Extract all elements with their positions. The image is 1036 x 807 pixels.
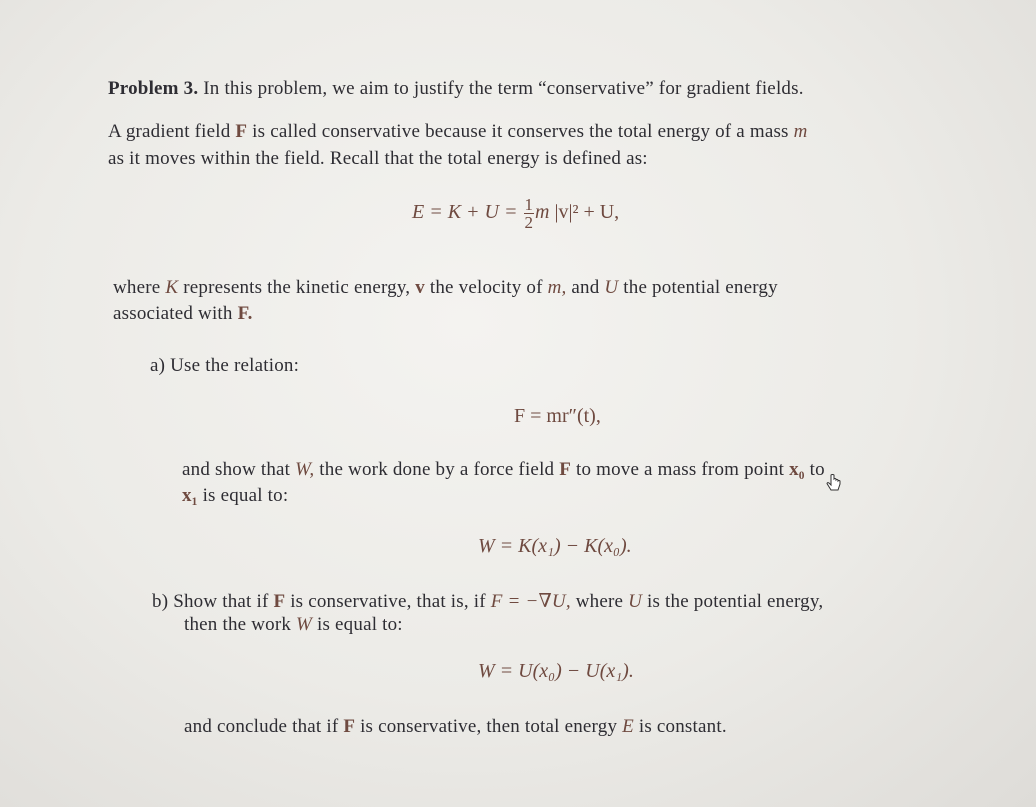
- math-F: F: [343, 716, 356, 737]
- work-equation-b: W = U(x₀) − U(x₁).: [478, 660, 634, 682]
- part-a-heading: [150, 355, 299, 377]
- text-segment: where: [575, 591, 624, 612]
- text-segment: A gradient field: [108, 121, 231, 142]
- math-F: F.: [237, 303, 253, 324]
- conclusion-line: [184, 716, 727, 738]
- para2-line2: [113, 303, 253, 325]
- text-segment: Use the relation:: [170, 355, 300, 376]
- math-x1: x₁: [182, 485, 198, 506]
- text-segment: is conservative, then total energy: [360, 716, 618, 737]
- math-K: K: [165, 277, 179, 298]
- part-a-line2: [182, 485, 288, 507]
- problem-heading: [108, 78, 804, 100]
- work-equation-a: W = K(x₁) − K(x₀).: [478, 535, 632, 557]
- math-m: m: [793, 121, 808, 142]
- text-segment: and conclude that if: [184, 716, 339, 737]
- text-segment: is constant.: [638, 716, 727, 737]
- math-U: U: [628, 591, 643, 612]
- text-segment: to: [809, 459, 825, 480]
- problem-label: Problem 3.: [108, 78, 199, 99]
- part-b-line2: [184, 614, 403, 636]
- part-a-line1: [182, 459, 825, 481]
- part-b-label: b): [152, 591, 169, 612]
- text-segment: where: [113, 277, 161, 298]
- para1-line2: [108, 148, 648, 170]
- math-E: E: [622, 716, 634, 737]
- one-half-fraction: [524, 196, 535, 231]
- text-segment: is conservative, that is, if: [290, 591, 486, 612]
- math-v: v: [415, 277, 425, 298]
- para2-line1: [113, 277, 778, 299]
- text-segment: associated with: [113, 303, 233, 324]
- work-potential-equation: [478, 660, 634, 683]
- math-m: m,: [547, 277, 567, 298]
- text-segment: the work done by a force field: [319, 459, 555, 480]
- gradient-relation: F = −∇U,: [490, 591, 571, 612]
- text-segment: as it moves within the field. Recall that the total energy is defined as:: [108, 148, 648, 169]
- math-F: F: [559, 459, 572, 480]
- text-segment: represents the kinetic energy,: [183, 277, 411, 298]
- relation-equation: F = mr″(t),: [514, 405, 601, 427]
- energy-equation: [412, 196, 619, 231]
- text-segment: and: [571, 277, 600, 298]
- energy-eq-rhs: |v|² + U,: [554, 201, 620, 224]
- text-segment: is called conservative because it conserves the total energy of a mass: [252, 121, 789, 142]
- text-segment: is the potential energy,: [647, 591, 824, 612]
- hand-pointer-icon: [826, 474, 842, 494]
- part-b-line1: [152, 590, 823, 613]
- text-segment: to move a mass from point: [575, 459, 785, 480]
- newton-relation: [514, 405, 601, 428]
- math-W: W: [296, 614, 313, 635]
- text-segment: Show that if: [173, 591, 269, 612]
- work-kinetic-equation: [478, 535, 632, 558]
- math-F: F: [273, 591, 286, 612]
- para1-line1: [108, 121, 808, 143]
- part-a-label: a): [150, 355, 166, 376]
- text-segment: the velocity of: [429, 277, 543, 298]
- math-F: F: [235, 121, 248, 142]
- text-segment: and show that: [182, 459, 291, 480]
- math-W: W,: [295, 459, 315, 480]
- fraction-denominator: 2: [524, 213, 533, 232]
- text-segment: is equal to:: [202, 485, 289, 506]
- energy-eq-mass: m: [535, 201, 550, 224]
- text-segment: the potential energy: [623, 277, 778, 298]
- fraction-numerator: 1: [524, 195, 533, 214]
- math-x0: x₀: [789, 459, 805, 480]
- math-U: U: [604, 277, 619, 298]
- energy-eq-lhs: E = K + U =: [412, 201, 518, 224]
- text-segment: is equal to:: [317, 614, 403, 635]
- text-segment: then the work: [184, 614, 292, 635]
- problem-intro: In this problem, we aim to justify the term “conservative” for gradient fields.: [203, 78, 804, 99]
